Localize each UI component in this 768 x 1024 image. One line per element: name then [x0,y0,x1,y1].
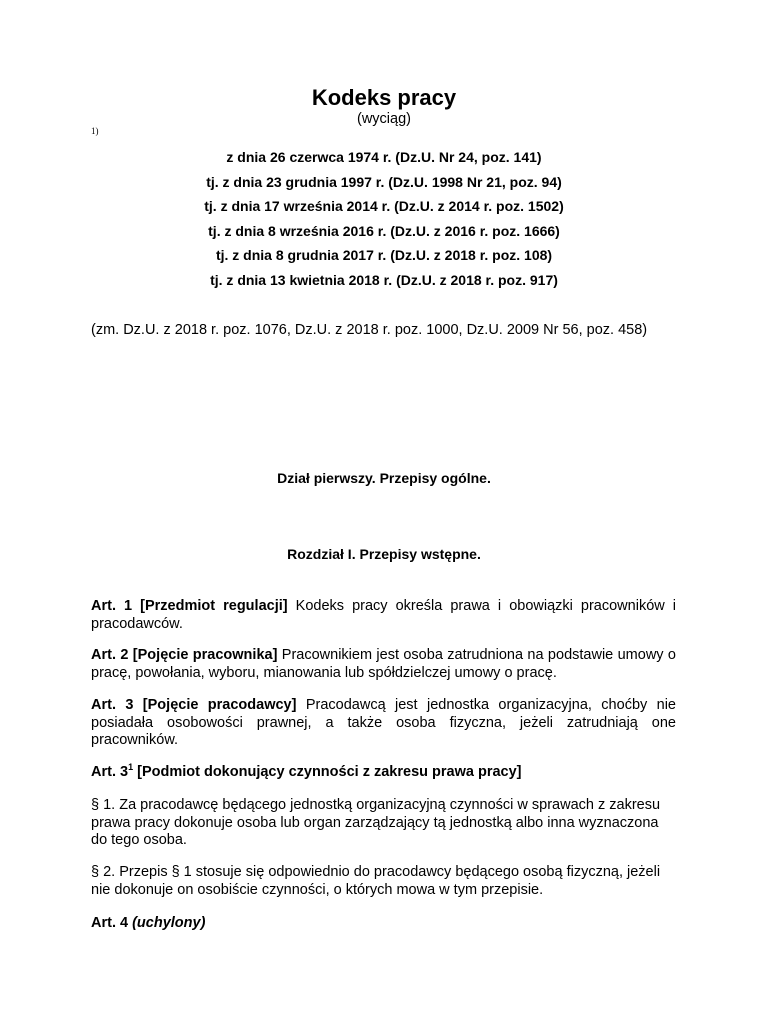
chapter-heading: Rozdział I. Przepisy wstępne. [287,546,481,562]
article-1-heading: Art. 1 [Przedmiot regulacji] [91,598,288,614]
article-4-status: (uchylony) [132,915,206,931]
article-2-text: Pracownikiem jest osoba zatrudniona na podstawie umowy o pracę, powołania, wyboru, mianowania lub spółdzielczej umowy o pracę. [91,647,676,681]
article-3-heading: Art. 3 [Pojęcie pracodawcy] [91,697,297,713]
publication-date: tj. z dnia 8 września 2016 r. (Dz.U. z 2016 r. poz. 1666) [208,222,560,239]
article-3-1-heading-prefix: Art. 3 [91,764,129,780]
document-title: Kodeks pracy [311,85,457,110]
article-3-text: Pracodawcą jest jednostka organizacyjna, choćby nie posiadała osobowości prawnej, a także osoba fizyczna, jeżeli zatrudniają one pracowników. [91,697,676,748]
publication-date: tj. z dnia 17 września 2014 r. (Dz.U. z 2014 r. poz. 1502) [204,198,564,214]
article-2-heading: Art. 2 [Pojęcie pracownika] [91,647,278,663]
article-3-1 [91,764,676,782]
document-subtitle: (wyciąg) [357,111,411,127]
publication-dates-list [0,145,768,292]
division-heading: Dział pierwszy. Przepisy ogólne. [277,470,491,486]
article-3-1-paragraph-2: § 2. Przepis § 1 stosuje się odpowiednio do pracodawcy będącego osobą fizyczną, jeżeli nie dokonuje on osobiście czynności, o których mowa w tym przepisie. [91,864,661,898]
article-2 [91,647,676,682]
article-4-heading: Art. 4 [91,915,133,931]
article-3-1-superscript: 1 [128,762,134,773]
article-3-1-heading-suffix: [Podmiot dokonujący czynności z zakresu prawa pracy] [133,764,522,780]
footnote-marker: 1) [91,126,99,136]
article-1 [91,598,676,633]
article-1-text: Kodeks pracy określa prawa i obowiązki pracowników i pracodawców. [91,598,676,632]
amendments-note: (zm. Dz.U. z 2018 r. poz. 1076, Dz.U. z 2018 r. poz. 1000, Dz.U. 2009 Nr 56, poz. 458) [91,322,648,338]
article-3-1-paragraph-1: § 1. Za pracodawcę będącego jednostką organizacyjną czynności w sprawach z zakresu prawa pracy dokonuje osoba lub organ zarządzający tą jednostką albo inna wyznaczona do tego osoba. [91,797,661,848]
article-3 [91,697,676,750]
publication-date: tj. z dnia 13 kwietnia 2018 r. (Dz.U. z 2018 r. poz. 917) [210,271,558,288]
publication-date: tj. z dnia 23 grudnia 1997 r. (Dz.U. 1998 Nr 21, poz. 94) [206,173,562,190]
publication-date: z dnia 26 czerwca 1974 r. (Dz.U. Nr 24, poz. 141) [226,149,542,165]
publication-date: tj. z dnia 8 grudnia 2017 r. (Dz.U. z 2018 r. poz. 108) [215,247,553,263]
article-4 [91,915,676,933]
